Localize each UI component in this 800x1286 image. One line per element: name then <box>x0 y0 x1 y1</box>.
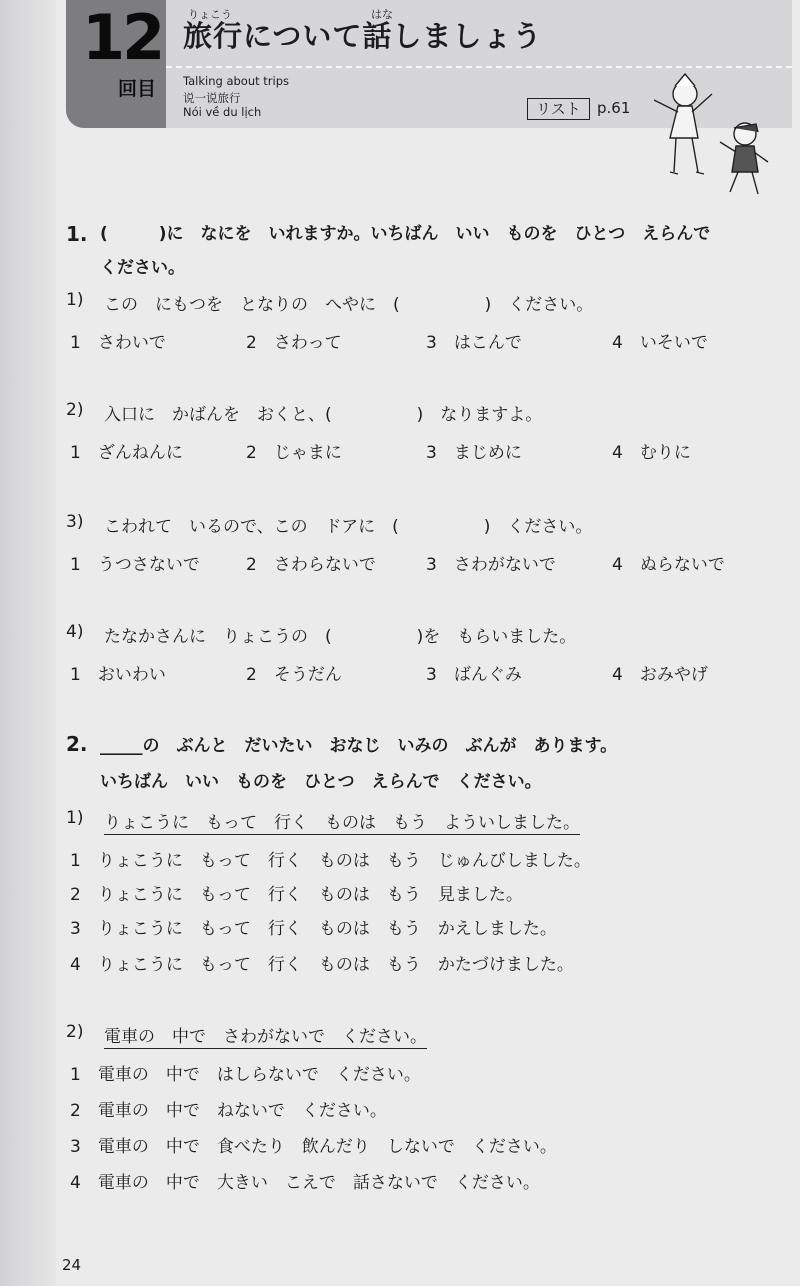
q1-item4-sentence: たなかさんに りょこうの ( )を もらいました。 <box>104 627 577 647</box>
q2-item2-option4[interactable]: 4 電車の 中で 大きい こえで 話さないで ください。 <box>70 1173 540 1193</box>
q1-item1-option1[interactable]: 1 さわいで <box>70 333 166 353</box>
subtitle-vi: Nói về du lịch <box>183 105 262 119</box>
q2-number: 2. <box>66 732 88 756</box>
q1-item1-option4[interactable]: 4 いそいで <box>612 333 708 353</box>
q1-item2-option3[interactable]: 3 まじめに <box>426 443 522 463</box>
q2-item1-option4[interactable]: 4 りょこうに もって 行く ものは もう かたづけました。 <box>70 955 574 975</box>
q2-instruction-line2: いちばん いい ものを ひとつ えらんで ください。 <box>100 772 542 792</box>
q1-item4-option4[interactable]: 4 おみやげ <box>612 665 708 685</box>
page-edge-shadow <box>0 0 56 1286</box>
lesson-kaime: 回目 <box>118 78 157 100</box>
q2-item1-label: 1) <box>66 808 84 828</box>
q1-item3-option1[interactable]: 1 うつさないで <box>70 555 200 575</box>
q1-item1-label: 1) <box>66 290 84 310</box>
subtitle-en: Talking about trips <box>183 74 290 88</box>
lesson-title: 旅行について話しましょう <box>183 19 543 53</box>
q2-item2-option3[interactable]: 3 電車の 中で 食べたり 飲んだり しないで ください。 <box>70 1137 557 1157</box>
lesson-number: 12 <box>82 1 163 74</box>
q1-instruction-line2: ください。 <box>100 258 185 278</box>
q2-item1-option1[interactable]: 1 りょこうに もって 行く ものは もう じゅんびしました。 <box>70 851 591 871</box>
q1-item3-option2[interactable]: 2 さわらないで <box>246 555 376 575</box>
q1-item2-option4[interactable]: 4 むりに <box>612 443 691 463</box>
q2-item1-option2[interactable]: 2 りょこうに もって 行く ものは もう 見ました。 <box>70 885 523 905</box>
q2-item1-option3[interactable]: 3 りょこうに もって 行く ものは もう かえしました。 <box>70 919 557 939</box>
q1-item4-option2[interactable]: 2 そうだん <box>246 665 342 685</box>
q2-item2-option1[interactable]: 1 電車の 中で はしらないで ください。 <box>70 1065 421 1085</box>
subtitle-zh: 说一说旅行 <box>183 91 241 105</box>
q2-item2-option2[interactable]: 2 電車の 中で ねないで ください。 <box>70 1101 387 1121</box>
q1-item2-sentence: 入口に かばんを おくと、( ) なりますよ。 <box>104 405 543 425</box>
q1-instruction-line1: ( )に なにを いれますか。いちばん いい ものを ひとつ えらんで <box>100 224 711 244</box>
q1-item1-sentence: この にもつを となりの へやに ( ) ください。 <box>104 295 594 315</box>
q1-item3-sentence: こわれて いるので、この ドアに ( ) ください。 <box>104 517 593 537</box>
q1-item3-option4[interactable]: 4 ぬらないで <box>612 555 725 575</box>
q1-item2-option2[interactable]: 2 じゃまに <box>246 443 342 463</box>
list-label-box: リスト <box>527 98 590 120</box>
q2-item2-label: 2) <box>66 1022 84 1042</box>
dancing-characters-illustration <box>640 68 780 208</box>
q1-item4-option1[interactable]: 1 おいわい <box>70 665 166 685</box>
q1-item3-option3[interactable]: 3 さわがないで <box>426 555 556 575</box>
q1-item1-option2[interactable]: 2 さわって <box>246 333 342 353</box>
q1-number: 1. <box>66 222 88 246</box>
q1-item2-option1[interactable]: 1 ざんねんに <box>70 443 183 463</box>
lesson-number-block <box>66 0 166 128</box>
q2-item1-sentence: りょこうに もって 行く ものは もう よういしました。 <box>104 813 580 833</box>
q1-item2-label: 2) <box>66 400 84 420</box>
q2-item2-sentence: 電車の 中で さわがないで ください。 <box>104 1027 427 1047</box>
q1-item3-label: 3) <box>66 512 84 532</box>
q1-item1-option3[interactable]: 3 はこんで <box>426 333 522 353</box>
q2-instruction-line1: _____の ぶんと だいたい おなじ いみの ぶんが あります。 <box>100 736 618 756</box>
ruby-hana: はな <box>371 8 393 21</box>
list-page-ref: p.61 <box>597 99 631 117</box>
q1-item4-label: 4) <box>66 622 84 642</box>
q1-item4-option3[interactable]: 3 ばんぐみ <box>426 665 522 685</box>
page-number: 24 <box>62 1256 82 1274</box>
ruby-ryokou: りょこう <box>188 8 232 21</box>
